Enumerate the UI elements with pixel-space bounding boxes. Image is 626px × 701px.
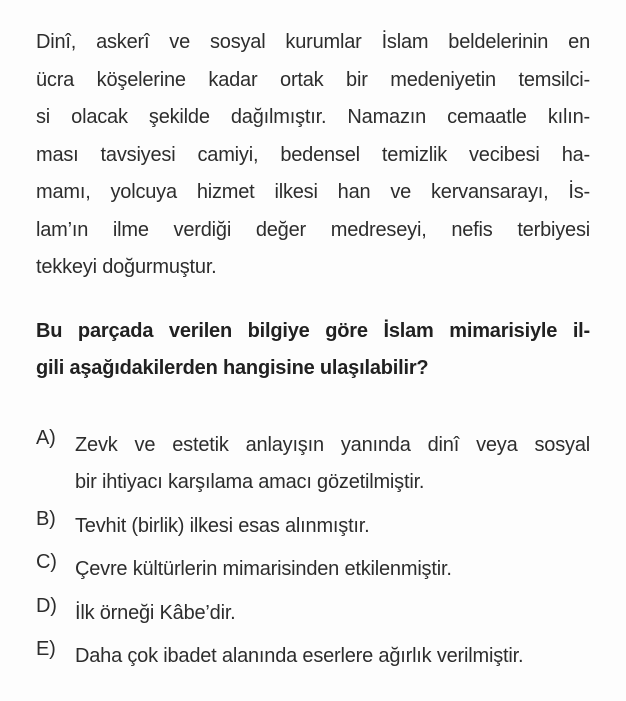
option-e-letter: E) xyxy=(36,638,56,660)
passage-line-6: lam’ın ilme verdiği değer medreseyi, nefis terbiyesi xyxy=(36,218,590,241)
passage-line-1: Dinî, askerî ve sosyal kurumlar İslam beldelerinin en xyxy=(36,31,590,53)
question-line-1: Bu parçada verilen bilgiye göre İslam mimarisiyle il- xyxy=(36,319,590,342)
passage-line-7: tekkeyi doğurmuştur. xyxy=(36,256,217,278)
option-d xyxy=(36,595,590,633)
passage-line-3: si olacak şekilde dağılmıştır. Namazın cemaatle kılın- xyxy=(36,106,590,128)
option-d-text xyxy=(75,595,590,633)
option-b-line-1: Tevhit (birlik) ilkesi esas alınmıştır. xyxy=(75,514,370,537)
option-c xyxy=(36,551,590,589)
passage-line-4: ması tavsiyesi camiyi, bedensel temizlik vecibesi ha- xyxy=(36,143,590,166)
option-a xyxy=(36,427,590,502)
option-a-letter: A) xyxy=(36,426,56,449)
option-d-line-1: İlk örneği Kâbe’dir. xyxy=(75,601,236,624)
option-c-line-1: Çevre kültürlerin mimarisinden etkilenmiştir. xyxy=(75,558,452,580)
option-c-letter: C) xyxy=(36,551,57,573)
option-d-letter: D) xyxy=(36,594,57,617)
option-c-text xyxy=(75,551,590,589)
option-b-text xyxy=(75,508,590,546)
options-list xyxy=(36,427,590,676)
passage-line-5: mamı, yolcuya hizmet ilkesi han ve kervansarayı, İs- xyxy=(36,181,590,203)
option-a-line-2: bir ihtiyacı karşılama amacı gözetilmiştir. xyxy=(75,471,425,493)
passage-paragraph xyxy=(36,24,590,287)
option-b-letter: B) xyxy=(36,507,56,530)
passage-line-2: ücra köşelerine kadar ortak bir medeniyetin temsilci- xyxy=(36,68,590,91)
option-e-line-1: Daha çok ibadet alanında eserlere ağırlık verilmiştir. xyxy=(75,645,524,667)
option-e xyxy=(36,638,590,676)
option-a-line-1: Zevk ve estetik anlayışın yanında dinî veya sosyal xyxy=(75,433,590,456)
option-a-text xyxy=(75,427,590,502)
option-e-text xyxy=(75,638,590,676)
question-stem xyxy=(36,313,590,388)
option-b xyxy=(36,508,590,546)
question-line-2: gili aşağıdakilerden hangisine ulaşılabilir? xyxy=(36,357,429,379)
